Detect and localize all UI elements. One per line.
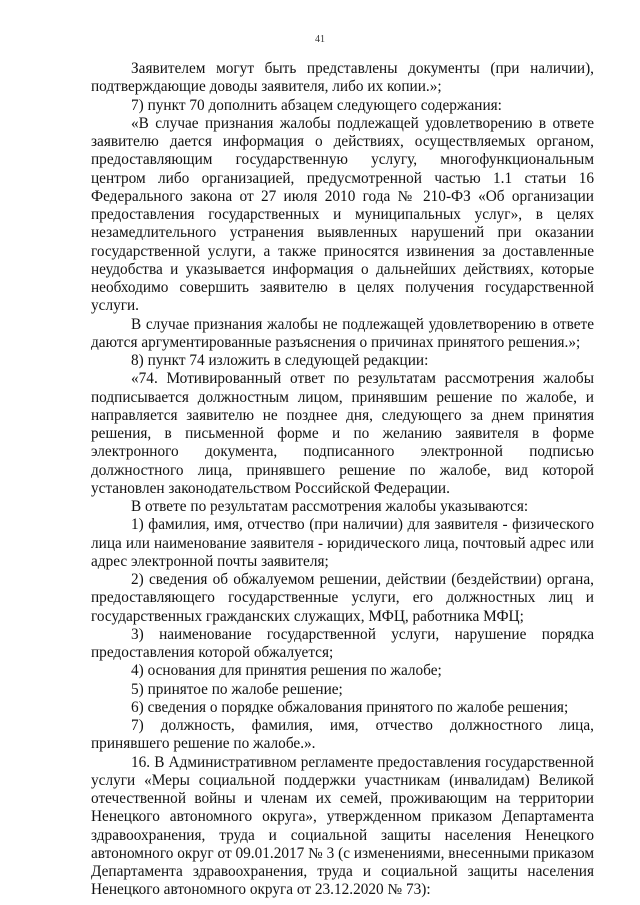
list-item: 3) наименование государственной услуги, нарушение порядка предоставления которой обжалуется; bbox=[91, 625, 594, 661]
paragraph: «74. Мотивированный ответ по результатам рассмотрения жалобы подписывается должностным лицом, принявшим решение по жалобе, и направляется заявителю не позднее дня, следующего за днем принятия решения, в письменной форме и по желанию заявителя в форме электронного документа, подписанного электронной подписью должностного лица, принявшего решение по жалобе, вид которой установлен законодательством Российской Федерации. bbox=[91, 370, 594, 497]
paragraph: 8) пункт 74 изложить в следующей редакции: bbox=[131, 352, 429, 369]
page-number: 41 bbox=[315, 34, 325, 45]
paragraph: В ответе по результатам рассмотрения жалобы указываются: bbox=[131, 498, 529, 515]
paragraph: 16. В Административном регламенте предоставления государственной услуги «Меры социальной поддержки участникам (инвалидам) Великой отечественной войны и членам их семей, проживающим на территории Ненецкого автономного округа», утвержденном приказом Департамента здравоохранения, труда и социальной защиты населения Ненецкого автономного округ от 09.01.2017 № 3 (с изменениями, внесенными приказом Департамента здравоохранения, труда и социальной защиты населения Ненецкого автономного округа от 23.12.2020 № 73): bbox=[91, 753, 594, 899]
paragraph: Заявителем могут быть представлены документы (при наличии), подтверждающие доводы заявителя, либо их копии.»; bbox=[91, 60, 594, 96]
paragraph: «В случае признания жалобы подлежащей удовлетворению в ответе заявителю дается информация о действиях, осуществляемых органом, предоставляющим государственную услугу, многофункциональным центром либо организацией, предусмотренной частью 1.1 статьи 16 Федерального закона от 27 июля 2010 года № 210-ФЗ «Об организации предоставления государственных и муниципальных услуг», в целях незамедлительного устранения выявленных нарушений при оказании государственной услуги, а также приносятся извинения за доставленные неудобства и указывается информация о дальнейших действиях, которые необходимо совершить заявителю в целях получения государственной услуги. bbox=[91, 114, 594, 315]
list-item: 6) сведения о порядке обжалования принятого по жалобе решения; bbox=[131, 698, 569, 716]
list-item: 5) принятое по жалобе решение; bbox=[131, 680, 343, 698]
list-item: 1) фамилия, имя, отчество (при наличии) для заявителя - физического лица или наименование заявителя - юридического лица, почтовый адрес или адрес электронной почты заявителя; bbox=[91, 516, 594, 570]
paragraph: В случае признания жалобы не подлежащей удовлетворению в ответе даются аргументированные разъяснения о причинах принятого решения.»; bbox=[91, 315, 594, 351]
paragraph: 7) пункт 70 дополнить абзацем следующего содержания: bbox=[131, 96, 502, 114]
list-item: 2) сведения об обжалуемом решении, действии (бездействии) органа, предоставляющего государственные услуги, его должностных лиц и государственных гражданских служащих, МФЦ, работника МФЦ; bbox=[91, 571, 594, 625]
list-item: 4) основания для принятия решения по жалобе; bbox=[131, 662, 442, 680]
list-item: 7) должность, фамилия, имя, отчество должностного лица, принявшего решение по жалобе.». bbox=[91, 717, 594, 753]
document-body bbox=[91, 60, 594, 900]
